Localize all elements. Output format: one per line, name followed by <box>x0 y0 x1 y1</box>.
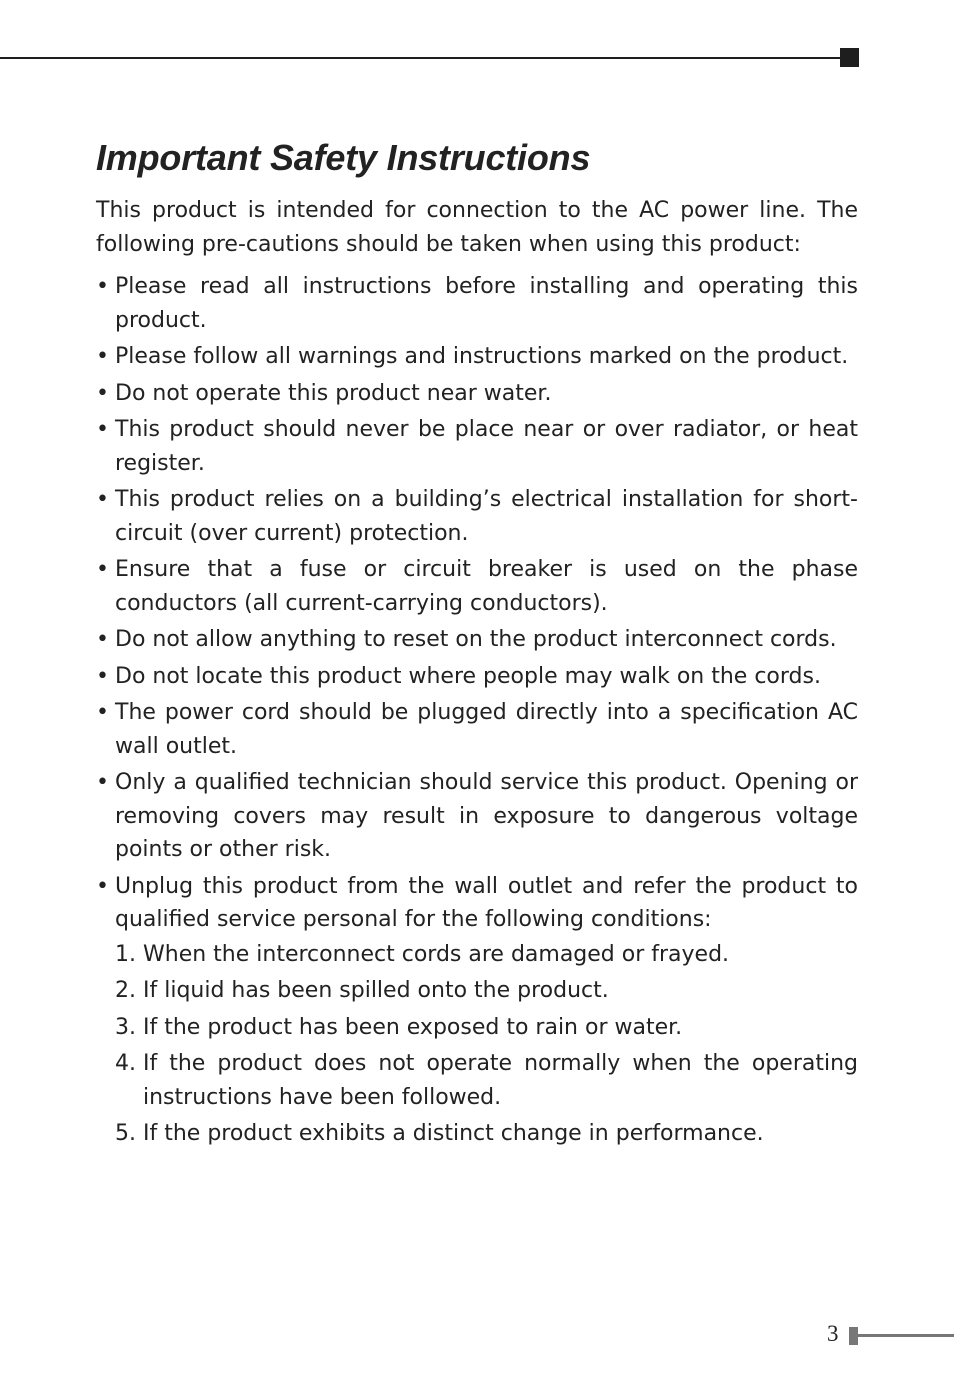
list-item: • Only a qualified technician should service this product. Opening or removing covers may result in exposure to dangerous voltage points or other risk. <box>96 766 858 867</box>
list-item: • Do not allow anything to reset on the product interconnect cords. <box>96 623 858 657</box>
list-item: • Please follow all warnings and instructions marked on the product. <box>96 340 858 374</box>
condition-number: 1. <box>115 941 136 967</box>
list-item: • Do not locate this product where people may walk on the cords. <box>96 660 858 694</box>
list-item-text: Unplug this product from the wall outlet and refer the product to qualified service personal for the following conditions: <box>115 873 858 932</box>
condition-text: If the product does not operate normally when the operating instructions have been followed. <box>143 1051 858 1110</box>
condition-text: If the product exhibits a distinct change in performance. <box>143 1121 764 1146</box>
condition-item <box>115 938 858 972</box>
page-title: Important Safety Instructions <box>96 137 591 178</box>
page-content <box>96 132 858 1154</box>
condition-text: When the interconnect cords are damaged or frayed. <box>143 941 730 967</box>
list-item: • The power cord should be plugged directly into a specification AC wall outlet. <box>96 696 858 763</box>
list-item: • This product relies on a building’s electrical installation for short-circuit (over current) protection. <box>96 483 858 550</box>
list-item: • This product should never be place near or over radiator, or heat register. <box>96 413 858 480</box>
page-number: 3 <box>827 1321 839 1346</box>
header-rule <box>0 57 842 59</box>
list-item <box>96 870 858 1151</box>
condition-number: 3. <box>115 1014 136 1040</box>
condition-number: 2. <box>115 978 136 1003</box>
list-item: • Ensure that a fuse or circuit breaker is used on the phase conductors (all current-carrying conductors). <box>96 553 858 620</box>
safety-instructions-list <box>96 270 858 1151</box>
service-conditions-list <box>115 938 858 1151</box>
condition-item <box>115 1011 858 1045</box>
intro-paragraph: This product is intended for connection to the AC power line. The following pre-cautions should be taken when using this product: <box>96 198 858 257</box>
condition-item <box>115 1117 858 1151</box>
list-item: • Please read all instructions before installing and operating this product. <box>96 270 858 337</box>
condition-text: If liquid has been spilled onto the product. <box>143 978 609 1003</box>
condition-item <box>115 974 858 1008</box>
header-square-marker <box>840 48 859 67</box>
condition-number: 5. <box>115 1121 136 1146</box>
condition-number: 4. <box>115 1051 136 1076</box>
condition-text: If the product has been exposed to rain or water. <box>143 1014 683 1040</box>
footer-rule <box>858 1334 954 1337</box>
condition-item <box>115 1047 858 1114</box>
list-item: • Do not operate this product near water. <box>96 377 858 411</box>
footer-square-marker <box>849 1327 858 1345</box>
